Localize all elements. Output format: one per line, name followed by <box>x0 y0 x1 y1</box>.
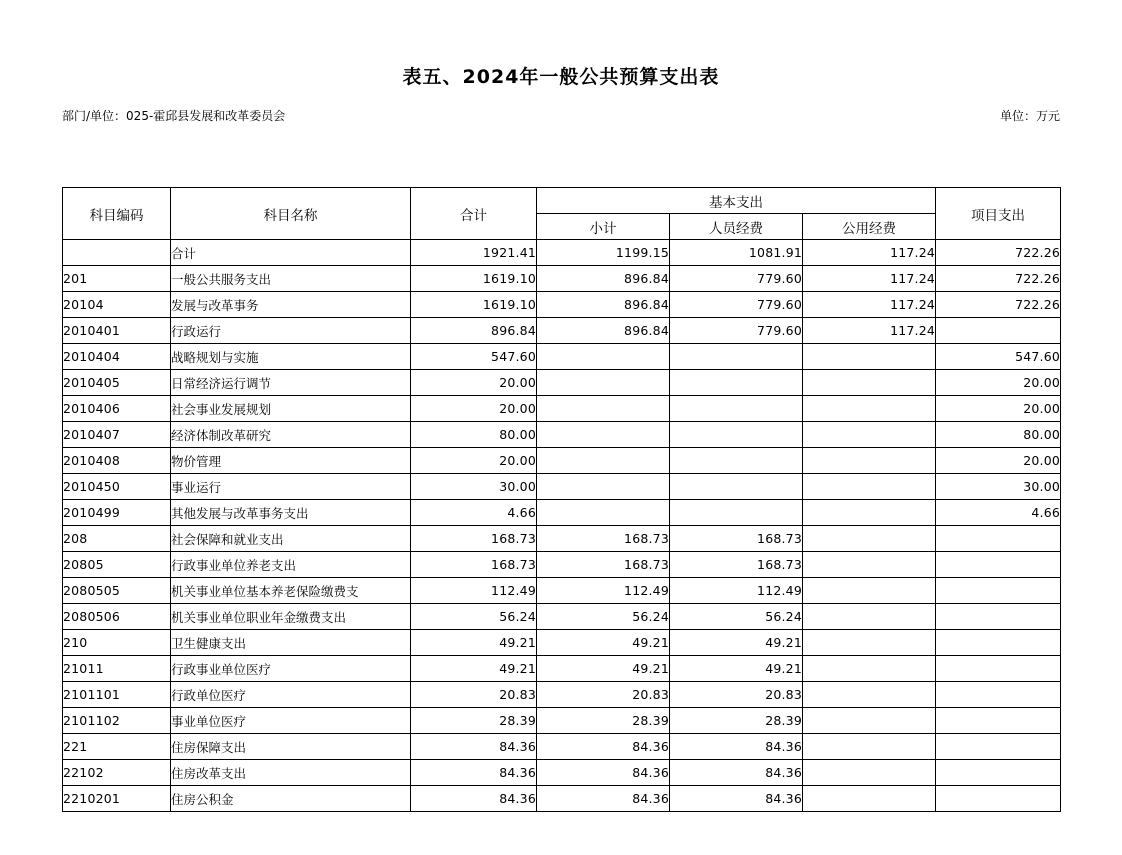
cell-personnel: 168.73 <box>670 526 803 552</box>
cell-total: 84.36 <box>411 786 537 812</box>
cell-public <box>803 370 936 396</box>
budget-table <box>62 187 1061 812</box>
cell-name: 发展与改革事务 <box>171 292 411 318</box>
cell-project: 80.00 <box>936 422 1061 448</box>
cell-public <box>803 656 936 682</box>
cell-personnel: 28.39 <box>670 708 803 734</box>
header-name: 科目名称 <box>171 188 411 240</box>
cell-total: 56.24 <box>411 604 537 630</box>
cell-basic-subtotal: 84.36 <box>537 734 670 760</box>
table-row <box>63 370 1061 396</box>
cell-code: 208 <box>63 526 171 552</box>
table-row <box>63 344 1061 370</box>
cell-project <box>936 578 1061 604</box>
cell-personnel: 779.60 <box>670 292 803 318</box>
cell-name: 战略规划与实施 <box>171 344 411 370</box>
cell-code: 2010408 <box>63 448 171 474</box>
cell-total: 49.21 <box>411 630 537 656</box>
cell-project <box>936 656 1061 682</box>
cell-project: 20.00 <box>936 448 1061 474</box>
cell-name: 机关事业单位基本养老保险缴费支 <box>171 578 411 604</box>
table-row <box>63 656 1061 682</box>
cell-public: 117.24 <box>803 240 936 266</box>
page-title: 表五、2024年一般公共预算支出表 <box>402 66 720 88</box>
cell-personnel <box>670 370 803 396</box>
cell-public <box>803 708 936 734</box>
cell-total: 84.36 <box>411 760 537 786</box>
cell-basic-subtotal <box>537 448 670 474</box>
cell-total: 20.83 <box>411 682 537 708</box>
cell-project: 30.00 <box>936 474 1061 500</box>
cell-personnel: 112.49 <box>670 578 803 604</box>
cell-project: 722.26 <box>936 240 1061 266</box>
cell-public <box>803 500 936 526</box>
cell-name: 住房改革支出 <box>171 760 411 786</box>
cell-total: 168.73 <box>411 526 537 552</box>
table-row <box>63 552 1061 578</box>
table-row <box>63 734 1061 760</box>
cell-personnel: 49.21 <box>670 630 803 656</box>
table-row <box>63 240 1061 266</box>
cell-project <box>936 630 1061 656</box>
cell-personnel: 56.24 <box>670 604 803 630</box>
cell-code: 20805 <box>63 552 171 578</box>
cell-total: 49.21 <box>411 656 537 682</box>
cell-code: 2010405 <box>63 370 171 396</box>
cell-name: 日常经济运行调节 <box>171 370 411 396</box>
cell-basic-subtotal: 84.36 <box>537 760 670 786</box>
cell-code: 2010450 <box>63 474 171 500</box>
cell-basic-subtotal: 1199.15 <box>537 240 670 266</box>
cell-code: 2010404 <box>63 344 171 370</box>
table-row <box>63 682 1061 708</box>
cell-code: 2010407 <box>63 422 171 448</box>
cell-project <box>936 786 1061 812</box>
cell-total: 84.36 <box>411 734 537 760</box>
cell-name: 合计 <box>171 240 411 266</box>
cell-total: 1619.10 <box>411 266 537 292</box>
cell-code: 20104 <box>63 292 171 318</box>
cell-personnel: 168.73 <box>670 552 803 578</box>
document-page <box>0 62 1122 855</box>
table-row <box>63 474 1061 500</box>
table-row <box>63 578 1061 604</box>
table-row <box>63 292 1061 318</box>
cell-name: 行政运行 <box>171 318 411 344</box>
cell-code: 210 <box>63 630 171 656</box>
budget-table-body <box>63 240 1061 812</box>
cell-project <box>936 760 1061 786</box>
cell-name: 行政事业单位医疗 <box>171 656 411 682</box>
cell-code: 2210201 <box>63 786 171 812</box>
cell-personnel: 20.83 <box>670 682 803 708</box>
cell-public <box>803 526 936 552</box>
cell-public <box>803 578 936 604</box>
cell-personnel: 1081.91 <box>670 240 803 266</box>
cell-public <box>803 552 936 578</box>
cell-basic-subtotal <box>537 396 670 422</box>
meta-row <box>0 107 1122 125</box>
table-row <box>63 396 1061 422</box>
cell-total: 20.00 <box>411 370 537 396</box>
table-row <box>63 604 1061 630</box>
cell-personnel: 779.60 <box>670 266 803 292</box>
cell-public <box>803 344 936 370</box>
cell-code: 2101101 <box>63 682 171 708</box>
cell-project: 4.66 <box>936 500 1061 526</box>
cell-personnel: 779.60 <box>670 318 803 344</box>
cell-personnel <box>670 396 803 422</box>
cell-public <box>803 786 936 812</box>
cell-name: 行政事业单位养老支出 <box>171 552 411 578</box>
cell-code <box>63 240 171 266</box>
cell-basic-subtotal: 896.84 <box>537 292 670 318</box>
cell-code: 221 <box>63 734 171 760</box>
table-row <box>63 786 1061 812</box>
table-row <box>63 760 1061 786</box>
table-row <box>63 708 1061 734</box>
cell-code: 201 <box>63 266 171 292</box>
cell-project: 722.26 <box>936 292 1061 318</box>
cell-total: 168.73 <box>411 552 537 578</box>
cell-personnel <box>670 474 803 500</box>
cell-total: 20.00 <box>411 448 537 474</box>
cell-basic-subtotal <box>537 370 670 396</box>
cell-name: 住房保障支出 <box>171 734 411 760</box>
cell-basic-subtotal: 112.49 <box>537 578 670 604</box>
header-basic-group: 基本支出 <box>537 188 936 214</box>
header-project: 项目支出 <box>936 188 1061 240</box>
cell-name: 机关事业单位职业年金缴费支出 <box>171 604 411 630</box>
cell-project <box>936 526 1061 552</box>
cell-total: 896.84 <box>411 318 537 344</box>
cell-total: 1921.41 <box>411 240 537 266</box>
cell-public <box>803 734 936 760</box>
cell-public <box>803 474 936 500</box>
cell-project: 20.00 <box>936 396 1061 422</box>
cell-personnel <box>670 344 803 370</box>
cell-total: 20.00 <box>411 396 537 422</box>
cell-name: 其他发展与改革事务支出 <box>171 500 411 526</box>
cell-basic-subtotal <box>537 474 670 500</box>
cell-project: 20.00 <box>936 370 1061 396</box>
cell-basic-subtotal <box>537 344 670 370</box>
table-row <box>63 318 1061 344</box>
cell-public: 117.24 <box>803 318 936 344</box>
cell-total: 112.49 <box>411 578 537 604</box>
cell-basic-subtotal <box>537 500 670 526</box>
cell-project <box>936 318 1061 344</box>
cell-code: 2010499 <box>63 500 171 526</box>
header-public: 公用经费 <box>803 214 936 240</box>
cell-basic-subtotal: 20.83 <box>537 682 670 708</box>
cell-name: 行政单位医疗 <box>171 682 411 708</box>
cell-personnel: 84.36 <box>670 760 803 786</box>
cell-basic-subtotal: 896.84 <box>537 318 670 344</box>
table-header-row-1 <box>63 188 1061 214</box>
cell-name: 经济体制改革研究 <box>171 422 411 448</box>
cell-name: 物价管理 <box>171 448 411 474</box>
cell-name: 社会保障和就业支出 <box>171 526 411 552</box>
department-label: 部门/单位：025-霍邱县发展和改革委员会 <box>62 109 286 123</box>
cell-project <box>936 552 1061 578</box>
cell-total: 28.39 <box>411 708 537 734</box>
cell-code: 21011 <box>63 656 171 682</box>
cell-public <box>803 682 936 708</box>
cell-total: 1619.10 <box>411 292 537 318</box>
cell-basic-subtotal: 168.73 <box>537 526 670 552</box>
cell-public: 117.24 <box>803 266 936 292</box>
budget-table-wrap <box>62 187 1060 812</box>
cell-total: 4.66 <box>411 500 537 526</box>
table-row <box>63 500 1061 526</box>
cell-basic-subtotal: 168.73 <box>537 552 670 578</box>
cell-basic-subtotal <box>537 422 670 448</box>
cell-basic-subtotal: 896.84 <box>537 266 670 292</box>
cell-public <box>803 448 936 474</box>
cell-public <box>803 760 936 786</box>
cell-public <box>803 396 936 422</box>
cell-name: 社会事业发展规划 <box>171 396 411 422</box>
cell-personnel: 84.36 <box>670 786 803 812</box>
table-row <box>63 630 1061 656</box>
cell-public <box>803 422 936 448</box>
table-row <box>63 422 1061 448</box>
cell-public: 117.24 <box>803 292 936 318</box>
cell-project <box>936 604 1061 630</box>
cell-basic-subtotal: 84.36 <box>537 786 670 812</box>
cell-code: 2010406 <box>63 396 171 422</box>
cell-code: 2010401 <box>63 318 171 344</box>
cell-name: 卫生健康支出 <box>171 630 411 656</box>
header-personnel: 人员经费 <box>670 214 803 240</box>
cell-project <box>936 734 1061 760</box>
cell-personnel <box>670 500 803 526</box>
cell-basic-subtotal: 49.21 <box>537 630 670 656</box>
cell-name: 事业运行 <box>171 474 411 500</box>
cell-code: 2080505 <box>63 578 171 604</box>
cell-basic-subtotal: 28.39 <box>537 708 670 734</box>
unit-label: 单位：万元 <box>999 109 1060 123</box>
cell-project <box>936 708 1061 734</box>
cell-personnel <box>670 448 803 474</box>
cell-project <box>936 682 1061 708</box>
cell-personnel: 49.21 <box>670 656 803 682</box>
cell-total: 80.00 <box>411 422 537 448</box>
cell-code: 22102 <box>63 760 171 786</box>
table-row <box>63 266 1061 292</box>
cell-total: 547.60 <box>411 344 537 370</box>
cell-name: 一般公共服务支出 <box>171 266 411 292</box>
cell-public <box>803 630 936 656</box>
cell-project: 722.26 <box>936 266 1061 292</box>
cell-personnel: 84.36 <box>670 734 803 760</box>
cell-public <box>803 604 936 630</box>
header-basic-subtotal: 小计 <box>537 214 670 240</box>
table-row <box>63 448 1061 474</box>
table-row <box>63 526 1061 552</box>
cell-personnel <box>670 422 803 448</box>
header-code: 科目编码 <box>63 188 171 240</box>
cell-code: 2101102 <box>63 708 171 734</box>
cell-project: 547.60 <box>936 344 1061 370</box>
header-total: 合计 <box>411 188 537 240</box>
cell-code: 2080506 <box>63 604 171 630</box>
cell-name: 住房公积金 <box>171 786 411 812</box>
cell-name: 事业单位医疗 <box>171 708 411 734</box>
cell-basic-subtotal: 56.24 <box>537 604 670 630</box>
cell-total: 30.00 <box>411 474 537 500</box>
cell-basic-subtotal: 49.21 <box>537 656 670 682</box>
